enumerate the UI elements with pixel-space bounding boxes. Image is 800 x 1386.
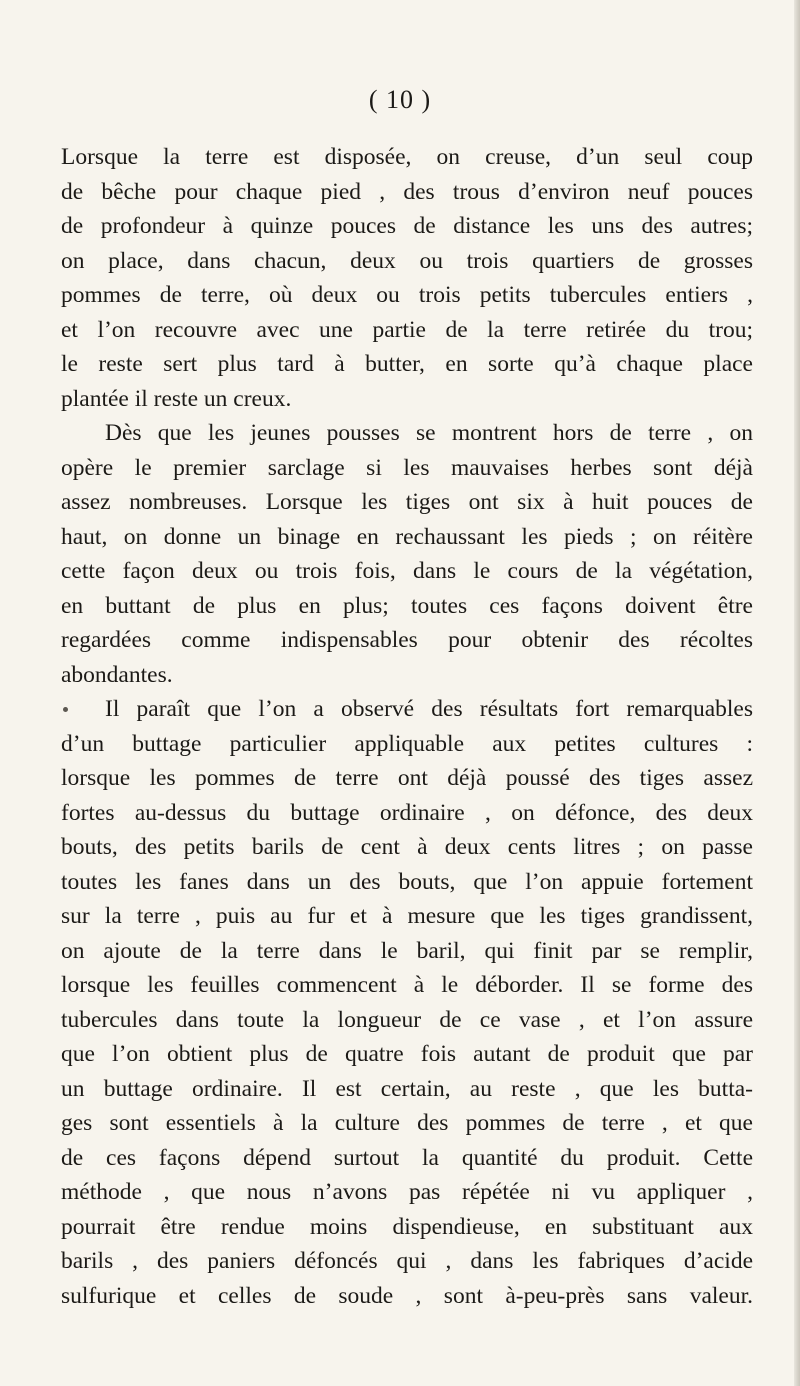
text-line: le reste sert plus tard à butter, en sorte qu’à chaque place xyxy=(61,351,753,377)
text-line: bouts, des petits barils de cent à deux cents litres ; on passe xyxy=(61,834,753,860)
text-line: sur la terre , puis au fur et à mesure que les tiges grandissent, xyxy=(61,903,753,929)
text-line: on place, dans chacun, deux ou trois quartiers de grosses xyxy=(61,247,753,274)
text-line: haut, on donne un binage en rechaussant les pieds ; on réitère xyxy=(61,523,753,550)
text-line: d’un buttage particulier appliquable aux petites cultures : xyxy=(61,730,753,757)
text-line: que l’on obtient plus de quatre fois autant de produit que par xyxy=(61,1041,753,1067)
text-line: pommes de terre, où deux ou trois petits tubercules entiers , xyxy=(61,282,753,308)
text-line: un buttage ordinaire. Il est certain, au reste , que les butta- xyxy=(61,1075,753,1102)
text-line: pourrait être rendue moins dispendieuse, en substituant aux xyxy=(61,1213,753,1240)
text-line: regardées comme indispensables pour obtenir des récoltes xyxy=(61,627,753,653)
text-line: méthode , que nous n’avons pas répétée ni vu appliquer , xyxy=(61,1179,753,1205)
page-number: ( 10 ) xyxy=(368,85,432,114)
text-line: lorsque les pommes de terre ont déjà poussé des tiges assez xyxy=(61,765,753,791)
text-line: de profondeur à quinze pouces de distance les uns des autres; xyxy=(61,213,753,239)
text-line: opère le premier sarclage si les mauvaises herbes sont déjà xyxy=(61,454,753,481)
text-line: cette façon deux ou trois fois, dans le cours de la végétation, xyxy=(61,558,753,584)
text-line: toutes les fanes dans un des bouts, que l’on appuie fortement xyxy=(61,868,753,895)
text-line: de bêche pour chaque pied , des trous d’environ neuf pouces xyxy=(61,178,753,205)
text-line: plantée il reste un creux. xyxy=(61,385,292,412)
text-line: et l’on recouvre avec une partie de la terre retirée du trou; xyxy=(61,316,753,343)
text-line: Lorsque la terre est disposée, on creuse, d’un seul coup xyxy=(61,144,753,170)
text-line: assez nombreuses. Lorsque les tiges ont six à huit pouces de xyxy=(61,489,753,515)
body-text xyxy=(61,140,753,1313)
text-line: tubercules dans toute la longueur de ce vase , et l’on assure xyxy=(61,1006,753,1033)
text-line-content: Il paraît que l’on a observé des résultats fort remarquables xyxy=(105,696,753,722)
paragraph-start-line xyxy=(61,692,753,727)
text-line: barils , des paniers défoncés qui , dans les fabriques d’acide xyxy=(61,1248,753,1274)
text-line: ges sont essentiels à la culture des pommes de terre , et que xyxy=(61,1110,753,1136)
text-line: abondantes. xyxy=(61,661,173,688)
text-line: fortes au-dessus du buttage ordinaire , on défonce, des deux xyxy=(61,799,753,826)
text-line: en buttant de plus en plus; toutes ces façons doivent être xyxy=(61,592,753,619)
page-edge xyxy=(794,0,800,1386)
text-line: de ces façons dépend surtout la quantité du produit. Cette xyxy=(61,1144,753,1171)
text-line: on ajoute de la terre dans le baril, qui finit par se remplir, xyxy=(61,937,753,964)
paragraph-start-line: Dès que les jeunes pousses se montrent hors de terre , on xyxy=(105,420,753,446)
text-line: sulfurique et celles de soude , sont à-peu-près sans valeur. xyxy=(61,1282,753,1309)
bullet-mark xyxy=(63,707,68,712)
text-line: lorsque les feuilles commencent à le déborder. Il se forme des xyxy=(61,972,753,998)
